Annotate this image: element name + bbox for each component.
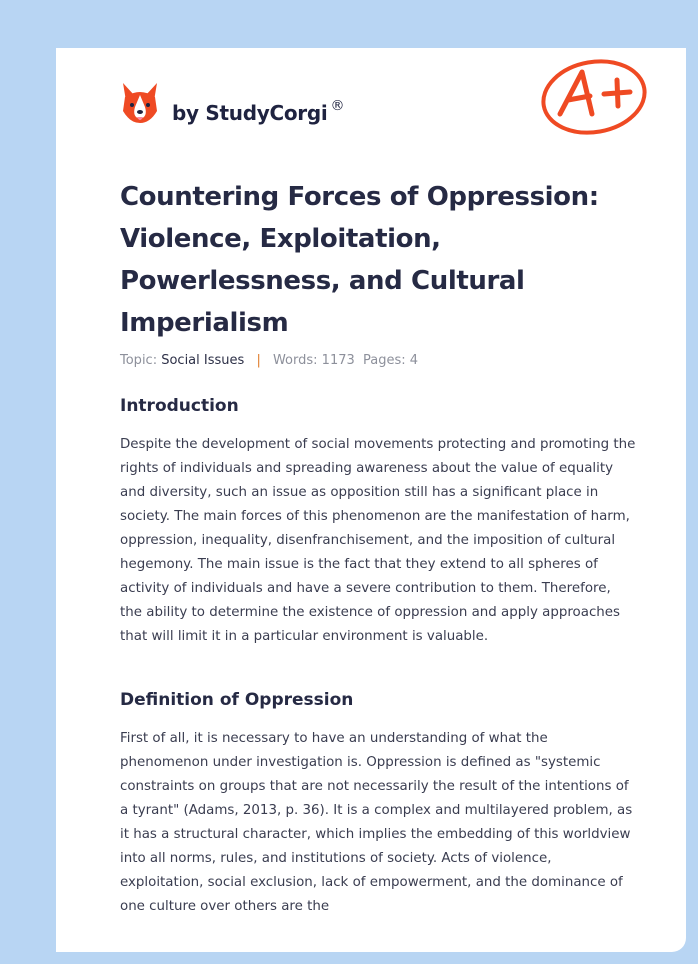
page-count: Pages: 4 <box>363 353 419 368</box>
section-text-definition: First of all, it is necessary to have an understanding of what the phenomenon under investigation is. Oppression is defined as "systemic constraints on groups that are not necessarily the result of the intentions of a tyrant" (Adams, 2013, p. 36). It is a complex and multilayered problem, as it has a structural character, which implies the embedding of this worldview into all norms, rules, and institutions of society. Acts of violence, exploitation, social exclusion, lack of empowerment, and the dominance of one culture over others are the <box>120 731 633 914</box>
brand-header <box>120 76 344 132</box>
corgi-logo-icon <box>120 81 160 127</box>
page-title: Countering Forces of Oppression: Violence, Exploitation, Powerlessness, and Cultural Imperialism <box>120 182 599 338</box>
section-text-introduction: Despite the development of social movements protecting and promoting the rights of individuals and spreading awareness about the value of equality and diversity, such an issue as opposition still has a significant place in society. The main forces of this phenomenon are the manifestation of harm, oppression, inequality, disenfranchisement, and the imposition of cultural hegemony. The main issue is the fact that they extend to all spheres of activity of individuals and have a severe contribution to them. Therefore, the ability to determine the existence of oppression and apply approaches that will limit it in a particular environment is valuable. <box>120 437 636 644</box>
topic-link[interactable]: Social Issues <box>161 353 245 368</box>
meta-separator: | <box>256 353 261 368</box>
article-meta <box>120 353 418 368</box>
word-count: Words: 1173 <box>272 353 355 368</box>
section-heading-introduction: Introduction <box>120 396 239 416</box>
grade-badge-icon <box>538 56 650 138</box>
brand-name[interactable]: by StudyCorgi ® <box>172 97 345 125</box>
topic-label: Topic: <box>120 353 158 368</box>
document-page <box>56 48 686 952</box>
section-heading-definition: Definition of Oppression <box>120 690 354 710</box>
registered-mark: ® <box>330 97 345 114</box>
